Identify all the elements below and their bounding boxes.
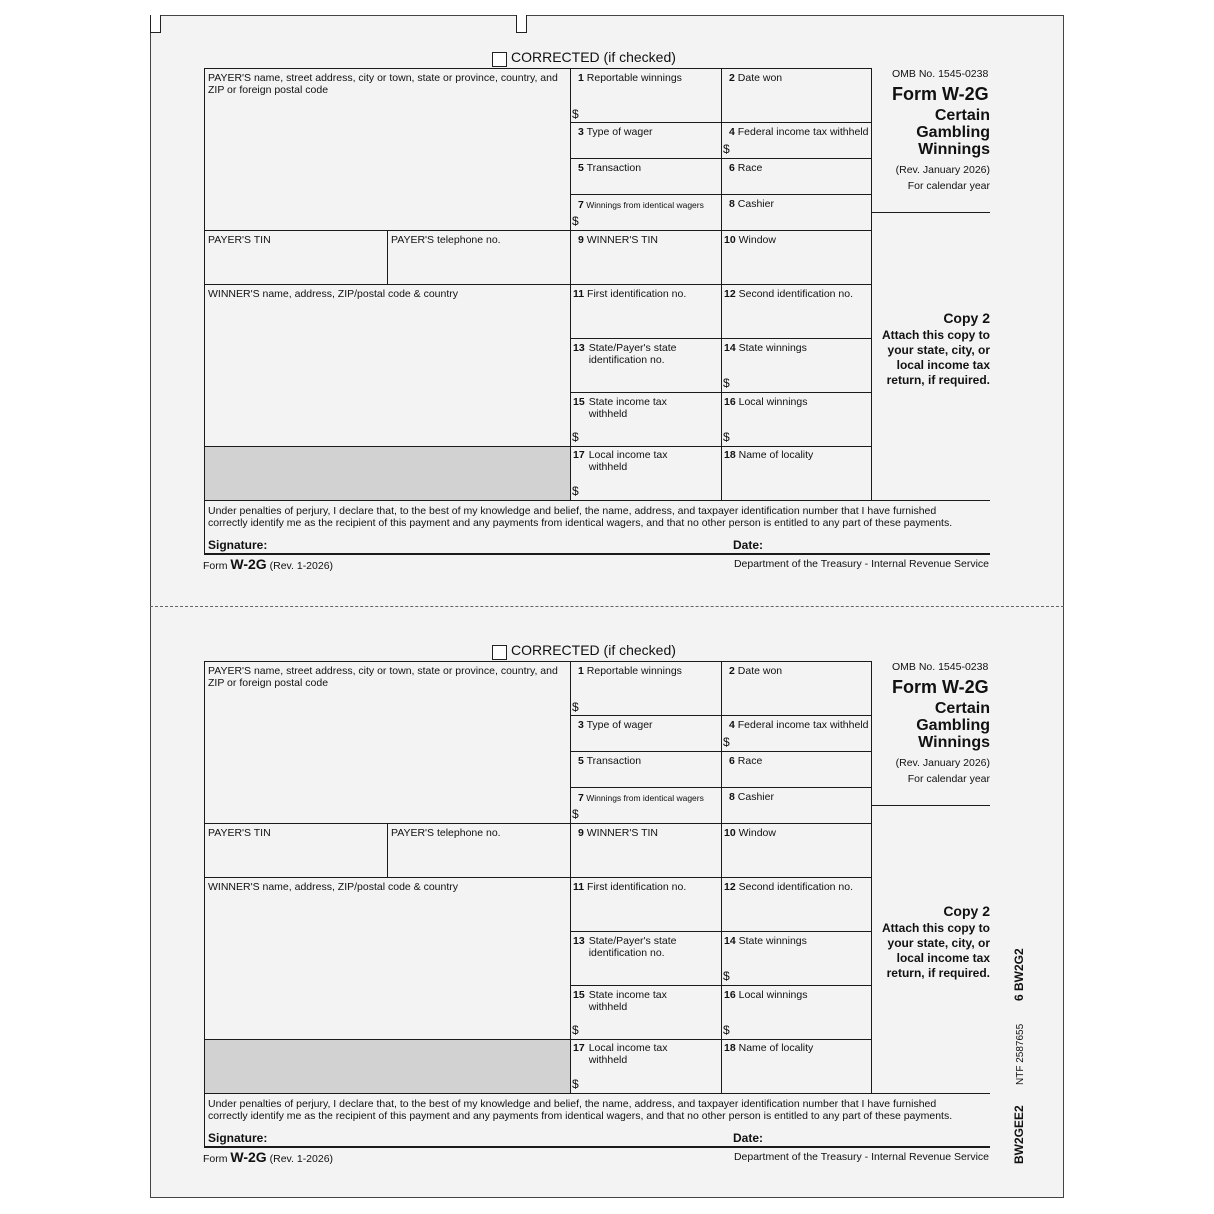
shaded-area <box>204 1039 570 1093</box>
footer-department: Department of the Treasury - Internal Revenue Service <box>733 558 989 570</box>
box-10-label: 10 Window <box>724 234 776 246</box>
box-7-dollar: $ <box>572 214 579 228</box>
corrected-label: CORRECTED (if checked) <box>511 642 676 658</box>
box-7-label: 7 Winnings from identical wagers <box>578 792 704 804</box>
shaded-area <box>204 446 570 500</box>
corrected-checkbox[interactable] <box>492 52 507 67</box>
footer-form-id: Form W-2G (Rev. 1-2026) <box>203 556 334 572</box>
box-16-label: 16 Local winnings <box>724 396 808 408</box>
box-15-dollar: $ <box>572 430 579 444</box>
box-16-dollar: $ <box>723 430 730 444</box>
form-copy-top <box>0 14 1214 604</box>
box-3-label: 3 Type of wager <box>578 126 653 138</box>
footer-department: Department of the Treasury - Internal Revenue Service <box>733 1151 989 1163</box>
attach-instructions: Attach this copy to your state, city, or local income tax return, if required. <box>881 921 990 980</box>
box-11-label: 11 First identification no. <box>573 881 687 893</box>
box-8-label: 8 Cashier <box>729 791 774 803</box>
box-14-dollar: $ <box>723 376 730 390</box>
box-6-label: 6 Race <box>729 755 763 767</box>
signature-label: Signature: <box>208 1131 268 1145</box>
box-7-label: 7 Winnings from identical wagers <box>578 199 704 211</box>
perjury-statement: Under penalties of perjury, I declare that, to the best of my knowledge and belief, the name, address, and taxpayer identification number that I have furnished correctly identify me as the recipient of this payment and any payments from identical wagers, and that no other person is entitled to any part of these payments. <box>208 505 953 529</box>
side-code-bw2g2: 6 BW2G2 <box>1012 948 1026 1001</box>
box-18-label: 18 Name of locality <box>724 449 814 461</box>
attach-instructions: Attach this copy to your state, city, or local income tax return, if required. <box>881 328 990 387</box>
box-15-label: 15 State income tax withheld <box>573 396 667 420</box>
box-7-dollar: $ <box>572 807 579 821</box>
subtitle-winnings: Winnings <box>918 734 990 751</box>
box-9-label: 9 WINNER'S TIN <box>578 827 658 839</box>
box-15-label: 15 State income tax withheld <box>573 989 667 1013</box>
signature-label: Signature: <box>208 538 268 552</box>
payer-tin-label: PAYER'S TIN <box>208 827 271 839</box>
side-code-bw2gee2: BW2GEE2 <box>1012 1105 1026 1164</box>
payer-phone-label: PAYER'S telephone no. <box>391 827 501 839</box>
box-1-dollar: $ <box>572 107 579 121</box>
side-code-ntf: NTF 2587655 <box>1015 1023 1026 1085</box>
signature-field[interactable] <box>282 536 722 552</box>
subtitle-gambling: Gambling <box>916 124 990 141</box>
date-label: Date: <box>733 1131 764 1145</box>
box-1-label: 1 Reportable winnings <box>578 72 682 84</box>
box-2-label: 2 Date won <box>729 665 783 677</box>
box-3-label: 3 Type of wager <box>578 719 653 731</box>
box-4-label: 4 Federal income tax withheld <box>729 126 869 138</box>
calendar-year-label: For calendar year <box>907 180 990 192</box>
box-14-dollar: $ <box>723 969 730 983</box>
subtitle-gambling: Gambling <box>916 717 990 734</box>
box-14-label: 14 State winnings <box>724 342 807 354</box>
box-16-label: 16 Local winnings <box>724 989 808 1001</box>
signature-field[interactable] <box>282 1129 722 1145</box>
box-13-label: 13 State/Payer's state identification no. <box>573 935 677 959</box>
box-17-label: 17 Local income tax withheld <box>573 1042 668 1066</box>
box-4-label: 4 Federal income tax withheld <box>729 719 869 731</box>
box-4-dollar: $ <box>723 735 730 749</box>
box-5-label: 5 Transaction <box>578 162 642 174</box>
date-label: Date: <box>733 538 764 552</box>
box-14-label: 14 State winnings <box>724 935 807 947</box>
box-8-label: 8 Cashier <box>729 198 774 210</box>
payer-name-label: PAYER'S name, street address, city or town, state or province, country, and ZIP or foreign postal code <box>208 665 558 689</box>
box-17-dollar: $ <box>572 484 579 498</box>
box-9-label: 9 WINNER'S TIN <box>578 234 658 246</box>
payer-name-label: PAYER'S name, street address, city or town, state or province, country, and ZIP or foreign postal code <box>208 72 558 96</box>
box-17-label: 17 Local income tax withheld <box>573 449 668 473</box>
payer-tin-label: PAYER'S TIN <box>208 234 271 246</box>
box-11-label: 11 First identification no. <box>573 288 687 300</box>
box-16-dollar: $ <box>723 1023 730 1037</box>
date-field[interactable] <box>770 1129 985 1145</box>
perjury-statement: Under penalties of perjury, I declare that, to the best of my knowledge and belief, the name, address, and taxpayer identification number that I have furnished correctly identify me as the recipient of this payment and any payments from identical wagers, and that no other person is entitled to any part of these payments. <box>208 1098 953 1122</box>
box-12-label: 12 Second identification no. <box>724 288 854 300</box>
winner-name-label: WINNER'S name, address, ZIP/postal code & country <box>208 288 459 300</box>
payer-phone-label: PAYER'S telephone no. <box>391 234 501 246</box>
subtitle-certain: Certain <box>934 107 990 124</box>
box-17-dollar: $ <box>572 1077 579 1091</box>
omb-number: OMB No. 1545-0238 <box>892 68 989 80</box>
form-title: Form W-2G <box>892 677 989 697</box>
form-title: Form W-2G <box>892 84 989 104</box>
box-2-label: 2 Date won <box>729 72 783 84</box>
omb-number: OMB No. 1545-0238 <box>892 661 989 673</box>
form-copy-bottom <box>0 607 1214 1197</box>
box-5-label: 5 Transaction <box>578 755 642 767</box>
box-12-label: 12 Second identification no. <box>724 881 854 893</box>
subtitle-certain: Certain <box>934 700 990 717</box>
winner-name-label: WINNER'S name, address, ZIP/postal code & country <box>208 881 459 893</box>
box-6-label: 6 Race <box>729 162 763 174</box>
revision-date: (Rev. January 2026) <box>895 164 990 176</box>
box-10-label: 10 Window <box>724 827 776 839</box>
box-13-label: 13 State/Payer's state identification no. <box>573 342 677 366</box>
corrected-checkbox[interactable] <box>492 645 507 660</box>
box-18-label: 18 Name of locality <box>724 1042 814 1054</box>
box-1-label: 1 Reportable winnings <box>578 665 682 677</box>
box-1-dollar: $ <box>572 700 579 714</box>
copy-title: Copy 2 <box>943 310 990 326</box>
calendar-year-label: For calendar year <box>907 773 990 785</box>
revision-date: (Rev. January 2026) <box>895 757 990 769</box>
copy-title: Copy 2 <box>943 903 990 919</box>
box-15-dollar: $ <box>572 1023 579 1037</box>
corrected-label: CORRECTED (if checked) <box>511 49 676 65</box>
date-field[interactable] <box>770 536 985 552</box>
box-4-dollar: $ <box>723 142 730 156</box>
footer-form-id: Form W-2G (Rev. 1-2026) <box>203 1149 334 1165</box>
subtitle-winnings: Winnings <box>918 141 990 158</box>
